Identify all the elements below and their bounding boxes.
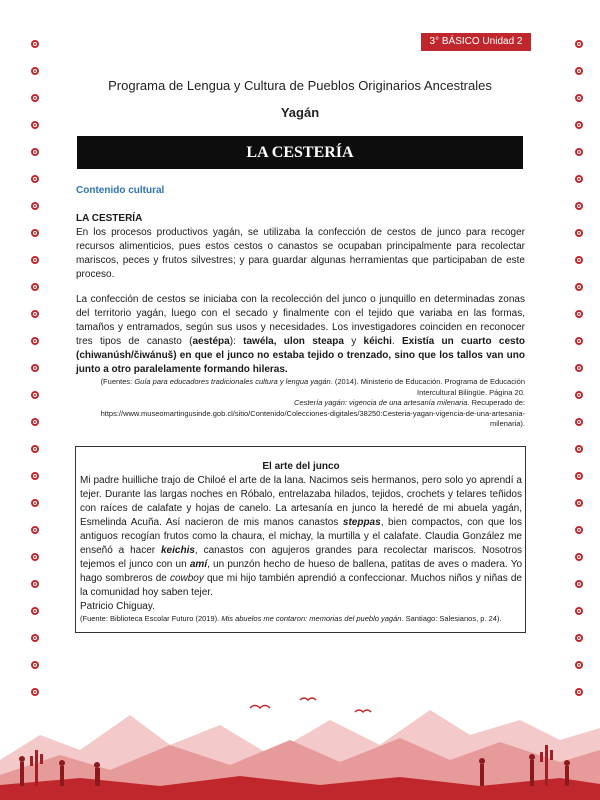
dot-ornament-icon (31, 67, 39, 75)
dot-ornament-icon (31, 499, 39, 507)
text-segment: , canastos con agujeros grandes para recolectar mariscos. Nosotros tejemos el junco con un (80, 545, 523, 570)
dot-ornament-icon (31, 364, 39, 372)
dot-ornament-icon (575, 202, 583, 210)
story-title: El arte del junco (262, 461, 340, 472)
dot-ornament-icon (575, 499, 583, 507)
source-prefix: (Fuente: Biblioteca Escolar Futuro (2019). (80, 614, 222, 623)
page-title: LA CESTERÍA (77, 136, 523, 169)
dot-ornament-icon (575, 661, 583, 669)
dot-ornament-icon (31, 283, 39, 291)
term-keichis: keichis (161, 545, 195, 556)
text-segment: , un punzón hecho de hueso de ballena, patitas de aves o madera. Yo hago sombreros de (80, 559, 523, 584)
text-segment: ): (229, 336, 244, 347)
dot-ornament-icon (31, 661, 39, 669)
dot-ornament-icon (575, 148, 583, 156)
dot-ornament-icon (575, 580, 583, 588)
dot-ornament-icon (575, 472, 583, 480)
dot-ornament-icon (575, 337, 583, 345)
dot-ornament-icon (31, 472, 39, 480)
text-segment: y (343, 336, 364, 347)
dot-ornament-icon (31, 391, 39, 399)
intro-paragraph: En los procesos productivos yagán, se utilizaba la confección de cestos de junco para recoger recursos alimenticios, pues estos cestos o canastos se ocupaban principalmente para recolectar mariscos, peces y frutos silvestres; y para guardar algunas herramientas que participaban de este proceso. (76, 227, 525, 280)
source-work-2: Cestería yagán: vigencia de una artesanía milenaria (294, 398, 468, 407)
sources-citation (76, 377, 525, 430)
dot-ornament-icon (575, 634, 583, 642)
dot-ornament-icon (31, 40, 39, 48)
dot-ornament-icon (31, 634, 39, 642)
dot-ornament-icon (31, 418, 39, 426)
basketry-paragraph (76, 293, 525, 377)
text-segment: , bien compactos, con que los antiguos recogían frutos como la chaura, el michay, la murtilla y el calafate. Claudia González me enseñó a hacer (80, 517, 522, 556)
landscape-illustration (0, 690, 600, 800)
source-rest-1: . (2014). Ministerio de Educación. Programa de Educación Intercultural Bilingüe. Página 20. (330, 377, 525, 397)
text-segment: La confección de cestos se iniciaba con la recolección del junco o junquillo en determinadas zonas del territorio yagán, luego con el secado y finalmente con el tejido que variaba en las formas, tamaños y entramados, según sus usos y necesidades. Los investigadores coinciden en reconocer tres tipos de canasto ( (76, 294, 525, 347)
dot-ornament-icon (31, 94, 39, 102)
dot-ornament-icon (575, 283, 583, 291)
source-rest-2: . Recuperado de: (467, 398, 525, 407)
text-segment: que mi hijo también aprendió a confeccionar. Muchos niños y niñas de la comunidad hoy saben tejer. (80, 573, 522, 598)
dot-ornament-icon (575, 391, 583, 399)
dot-ornament-icon (575, 418, 583, 426)
dot-ornament-icon (575, 94, 583, 102)
dot-ornament-icon (31, 445, 39, 453)
term-keichi: kéichi (363, 336, 392, 347)
dot-ornament-icon (575, 256, 583, 264)
story-author: Patricio Chiguay. (80, 601, 155, 612)
source-work-1: Guía para educadores tradicionales cultura y lengua yagán (134, 377, 331, 386)
basket-types: tawéla, ulon steapa (243, 336, 344, 347)
people-title: Yagán (280, 105, 320, 120)
dot-ornament-icon (575, 310, 583, 318)
section-label: Contenido cultural (76, 185, 165, 196)
term-steppas: steppas (342, 517, 381, 528)
basketry-block (76, 293, 525, 377)
dot-ornament-icon (31, 310, 39, 318)
dot-ornament-icon (575, 175, 583, 183)
dot-ornament-icon (575, 229, 583, 237)
term-ami: amí (189, 559, 208, 570)
dot-ornament-icon (31, 256, 39, 264)
bird-icon (300, 698, 316, 700)
dot-ornament-icon (575, 526, 583, 534)
bird-icon (355, 710, 371, 712)
dot-ornament-icon (31, 202, 39, 210)
grade-unit-badge: 3° BÁSICO Unidad 2 (421, 33, 531, 51)
dot-ornament-icon (31, 229, 39, 237)
story-box (75, 446, 526, 633)
dot-ornament-icon (575, 445, 583, 453)
dot-ornament-icon (575, 67, 583, 75)
dot-ornament-icon (31, 526, 39, 534)
source-url: https://www.museomartingusinde.gob.cl/sitio/Contenido/Colecciones-digitales/38250:Cesteria-yagan-vigencia-de-una-artesania-milenaria). (100, 408, 525, 428)
dot-ornament-icon (31, 175, 39, 183)
dot-ornament-icon (31, 148, 39, 156)
dot-ornament-icon (31, 607, 39, 615)
block-heading: LA CESTERÍA (76, 213, 143, 224)
story-paragraph (80, 474, 522, 600)
text-segment: . (391, 336, 402, 347)
fourth-basket-text: Existía un cuarto cesto (chiwanúsh/čiwánuš) en que el junco no estaba tejido o trenzado, sino que los tallos van uno junto a otro paralelamente formando hileras. (76, 336, 526, 375)
source-rest: . Santiago: Salesianos, p. 24). (401, 614, 502, 623)
source-prefix: (Fuentes: (100, 377, 135, 386)
dot-ornament-icon (575, 553, 583, 561)
dot-ornament-icon (31, 553, 39, 561)
story-source (80, 614, 522, 625)
term-aestepa: aestépa (192, 336, 230, 347)
program-title: Programa de Lengua y Cultura de Pueblos Originarios Ancestrales (108, 78, 492, 93)
text-segment: Mi padre huilliche trajo de Chiloé el arte de la lana. Nacimos seis hermanos, pero solo yo aprendí a tejer. Durante las largas noches en Róbalo, entrelazaba hilados, tejidos, crochets y telares teñidos con raíces de calafate y hojas de canelo. La artesanía en junco la heredé de mi abuela yagán, Esmelinda Acuña. Así nacieron de mis manos canastos (80, 475, 522, 528)
source-work: Mis abuelos me contaron: memorias del pueblo yagán (221, 614, 402, 623)
intro-block (76, 212, 525, 282)
term-cowboy: cowboy (169, 573, 204, 584)
dot-ornament-icon (31, 337, 39, 345)
dot-ornament-icon (575, 364, 583, 372)
dot-ornament-icon (575, 121, 583, 129)
dot-ornament-icon (575, 40, 583, 48)
dot-ornament-icon (31, 121, 39, 129)
left-dot-border (30, 40, 40, 715)
right-dot-border (574, 40, 584, 715)
dot-ornament-icon (31, 580, 39, 588)
bird-icon (250, 706, 270, 709)
dot-ornament-icon (575, 607, 583, 615)
